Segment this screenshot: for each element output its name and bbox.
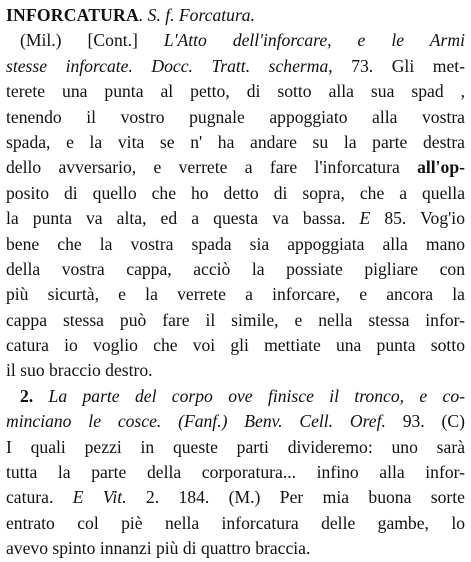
entry-text-segment: E (359, 208, 371, 229)
entry-line (6, 358, 465, 383)
entry-line (6, 130, 465, 155)
entry-text-segment: cappa stessa può fare il simile, e nella stessa infor- (6, 309, 465, 330)
entry-text-segment: tenendo il vostro pugnale appoggiato alla vostra (6, 106, 465, 127)
entry-line (6, 536, 465, 561)
entry-text-segment: dello avversario, e verrete a fare l'inforcatura (6, 157, 418, 178)
entry-line (6, 485, 465, 510)
entry-headword: INFORCATURA (6, 5, 139, 25)
entry-text-segment: stesse inforcate. Docc. Tratt. scherma (6, 55, 329, 76)
entry-line (6, 28, 465, 53)
entry-text-segment: entrato col piè nella inforcatura delle gambe, lo (6, 512, 465, 533)
entry-line (6, 105, 465, 130)
entry-text-segment: 93. (C) (385, 411, 465, 432)
entry-line (6, 409, 465, 434)
entry-text-segment: all'op- (417, 157, 465, 178)
entry-text-segment: , 73. Gli met- (328, 55, 465, 76)
entry-line (6, 384, 465, 409)
entry-line (6, 282, 465, 307)
entry-text-segment: 2. 184. (M.) Per mia buona sorte (126, 487, 465, 508)
entry-line (6, 155, 465, 180)
entry-text-segment: terete una punta al petto, di sotto alla sua spad , (6, 81, 465, 102)
entry-text-segment: E Vit. (72, 487, 127, 508)
entry-line (6, 206, 465, 231)
entry-text-segment: 2. (20, 385, 49, 406)
entry-text-segment: 85. Vog'io (370, 208, 465, 229)
entry-line (6, 460, 465, 485)
entry-text-segment: catura. (6, 487, 73, 508)
entry-line (6, 435, 465, 460)
entry-line (6, 511, 465, 536)
entry-text-segment: più sicurtà, e la verrete a inforcare, e ancora la (6, 284, 465, 305)
entry-text-segment: posito di quello che ho detto di sopra, che a quella (6, 182, 465, 203)
entry-grammar: . S. f. Forcatura. (138, 5, 256, 25)
entry-line (6, 257, 465, 282)
entry-text-segment: della vostra cappa, acciò la possiate pigliare con (6, 258, 465, 279)
entry-header-line (6, 3, 465, 28)
entry-line (6, 79, 465, 104)
entry-line (6, 333, 465, 358)
entry-line (6, 54, 465, 79)
entry-text-segment: (Mil.) [Cont.] (20, 30, 164, 51)
entry-text-segment: L'Atto dell'inforcare, e le Armi (163, 30, 465, 51)
entry-line (6, 232, 465, 257)
entry-text-segment: catura io voglio che voi gli mettiate una punta sotto (6, 335, 465, 356)
entry-text-segment: minciano le cosce. (Fanf.) Benv. Cell. Oref. (6, 411, 386, 432)
entry-text-segment: la punta va alta, ed a questa va bassa. (6, 208, 360, 229)
entry-text-segment: spada, e la vita se n' ha andare su la parte destra (6, 131, 465, 152)
entry-text-segment: avevo spinto innanzi più di quattro braccia. (6, 538, 311, 559)
entry-text-segment: La parte del corpo ove finisce il tronco, e co- (48, 385, 465, 406)
entry-text-segment: bene che la vostra spada sia appoggiata alla mano (6, 233, 465, 254)
entry-text-segment: tutta la parte della corporatura... infino alla infor- (6, 462, 465, 483)
entry-line (6, 308, 465, 333)
entry-text-segment: I quali pezzi in queste parti divideremo: uno sarà (6, 436, 465, 457)
entry-body (6, 28, 465, 561)
entry-line (6, 181, 465, 206)
entry-text-segment: il suo braccio destro. (6, 360, 153, 381)
